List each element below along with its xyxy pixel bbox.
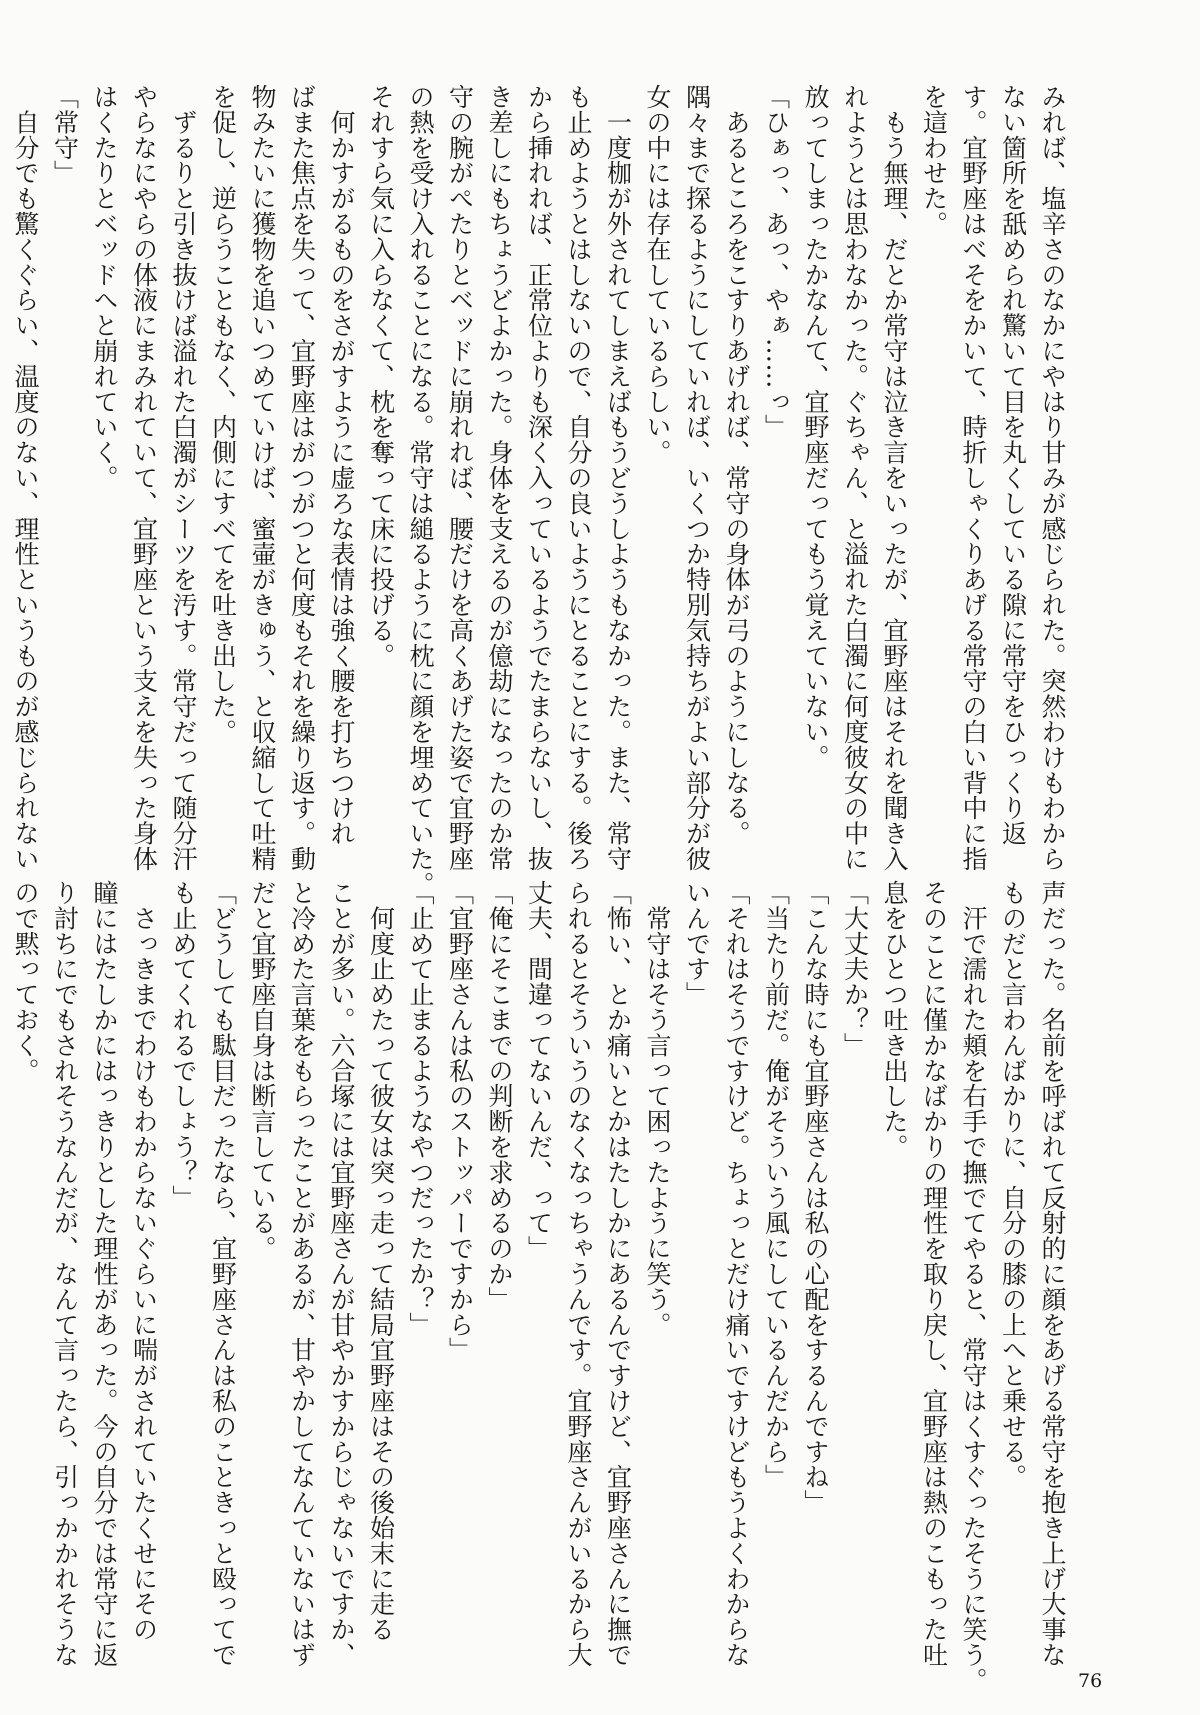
text-line: 「当たり前だ。俺がそういう風にしているんだから」	[761, 880, 791, 1490]
text-line: 放ってしまったかなんて、宜野座だってもう覚えていない。	[801, 84, 830, 770]
upper-text-block	[11, 84, 1072, 897]
text-line: それすら気に入らなくて、枕を奪って床に投げる。	[366, 84, 396, 669]
text-line: 瞳にはたしかにはっきりとした理性があった。今の自分では常守に返	[90, 880, 119, 1668]
text-line: はくたりとベッドへと崩れていく。	[90, 84, 119, 491]
text-line: 丈夫、間違ってないんだ、って」	[524, 880, 554, 1261]
text-line: れようとは思わなかった。ぐちゃん、と溢れた白濁に何度彼女の中に	[840, 84, 870, 872]
text-line: 何度止めたって彼女は突っ走って結局宜野座はその後始末に走る	[366, 880, 396, 1642]
text-line: を這わせた。	[919, 84, 949, 237]
text-line: 守の腕がぺたりとベッドに崩れれば、腰だけを高くあげた姿で宜野座	[445, 84, 475, 872]
text-line: り討ちにでもされそうなんだが、なんて言ったら、引っかかれそうな	[50, 880, 80, 1668]
text-line: 「どうしても駄目だったなら、宜野座さんは私のこときっと殴ってで	[208, 880, 238, 1668]
text-line: さっきまでわけもわからないぐらいに喘がされていたくせにその	[129, 880, 159, 1642]
text-line: 「怖い、とか痛いとかはたしかにあるんですけど、宜野座さんに撫で	[603, 880, 633, 1668]
text-line: やらなにやらの体液にまみれていて、宜野座という支えを失った身体	[129, 84, 159, 872]
text-line: から挿れれば、正常位よりも深く入っているようでたまらないし、抜	[524, 84, 554, 872]
text-line: 物みたいに獲物を追いつめていけば、蜜壷がきゅう、と収縮して吐精	[248, 84, 277, 872]
text-line: の熱を受け入れることになる。常守は縋るように枕に顔を埋めていた。	[406, 84, 435, 897]
text-line: 「それはそうですけど。ちょっとだけ痛いですけどもうよくわからな	[722, 880, 751, 1668]
text-line: いんです」	[682, 880, 712, 1007]
text-line: 何かすがるものをさがすように虚ろな表情は強く腰を打ちつけれ	[327, 84, 356, 846]
text-line: 常守はそう言って困ったように笑う。	[643, 880, 672, 1338]
text-line: 「宜野座さんは私のストッパーですから」	[445, 880, 475, 1363]
text-line: も止めてくれるでしょう？」	[169, 880, 198, 1211]
text-line: 女の中には存在しているらしい。	[643, 84, 672, 465]
text-line: ない箇所を舐められ驚いて目を丸くしている隙に常守をひっくり返	[998, 84, 1028, 846]
text-line: ことが多い。六合塚には宜野座さんが甘やかすからじゃないですか、	[327, 880, 356, 1668]
text-line: ものだと言わんばかりに、自分の膝の上へと乗せる。	[998, 880, 1028, 1490]
text-line: 「止めて止まるようなやつだったか？」	[406, 880, 435, 1338]
text-line: き差しにもちょうどよかった。身体を支えるのが億劫になったのか常	[485, 84, 514, 872]
page-number: 76	[1078, 1670, 1103, 1692]
text-line: ので黙っておく。	[11, 880, 40, 1084]
text-line: そのことに僅かなばかりの理性を取り戻し、宜野座は熱のこもった吐	[919, 880, 949, 1668]
text-line: ずるりと引き抜けば溢れた白濁がシーツを汚す。常守だって随分汗	[169, 84, 198, 872]
text-line: だと宜野座自身は断言している。	[248, 880, 277, 1261]
text-line: す。宜野座はべそをかいて、時折しゃくりあげる常守の白い背中に指	[959, 84, 988, 872]
text-line: 自分でも驚くぐらい、温度のない、理性というものが感じられない	[11, 84, 40, 872]
text-line: あるところをこすりあげれば、常守の身体が弓のようにしなる。	[722, 84, 751, 846]
text-line: ばまた焦点を失って、宜野座はがつがつと何度もそれを繰り返す。動	[287, 84, 317, 872]
text-line: を促し、逆らうこともなく、内側にすべてを吐き出した。	[208, 84, 238, 745]
text-line: 「ひぁっ、あっ、やぁ……っ」	[761, 84, 791, 440]
text-line: 隅々まで探るようにしていれば、いくつか特別気持ちがよい部分が彼	[682, 84, 712, 872]
text-line: 「常守」	[50, 84, 80, 186]
text-line: 「俺にそこまでの判断を求めるのか」	[485, 880, 514, 1312]
text-line: 息をひとつ吐き出した。	[880, 880, 909, 1160]
text-line: みれば、塩辛さのなかにやはり甘みが感じられた。突然わけもわから	[1038, 84, 1067, 872]
text-line: 一度枷が外されてしまえばもうどうしようもなかった。また、常守	[603, 84, 633, 872]
text-line: も止めようとはしないので、自分の良いようにとることにする。後ろ	[564, 84, 593, 872]
text-line: 声だった。名前を呼ばれて反射的に顔をあげる常守を抱き上げ大事な	[1038, 880, 1067, 1668]
text-line: もう無理、だとか常守は泣き言をいったが、宜野座はそれを聞き入	[880, 84, 909, 872]
lower-text-block	[11, 880, 1072, 1693]
text-line: 汗で濡れた頬を右手で撫でてやると、常守はくすぐったそうに笑う。	[959, 880, 988, 1693]
text-line: と冷めた言葉をもらったことがあるが、甘やかしてなんていないはず	[287, 880, 317, 1668]
text-line: 「大丈夫か？」	[840, 880, 870, 1058]
text-line: 「こんな時にも宜野座さんは私の心配をするんですね」	[801, 880, 830, 1515]
text-line: られるとそういうのなくなっちゃうんです。宜野座さんがいるから大	[564, 880, 593, 1668]
